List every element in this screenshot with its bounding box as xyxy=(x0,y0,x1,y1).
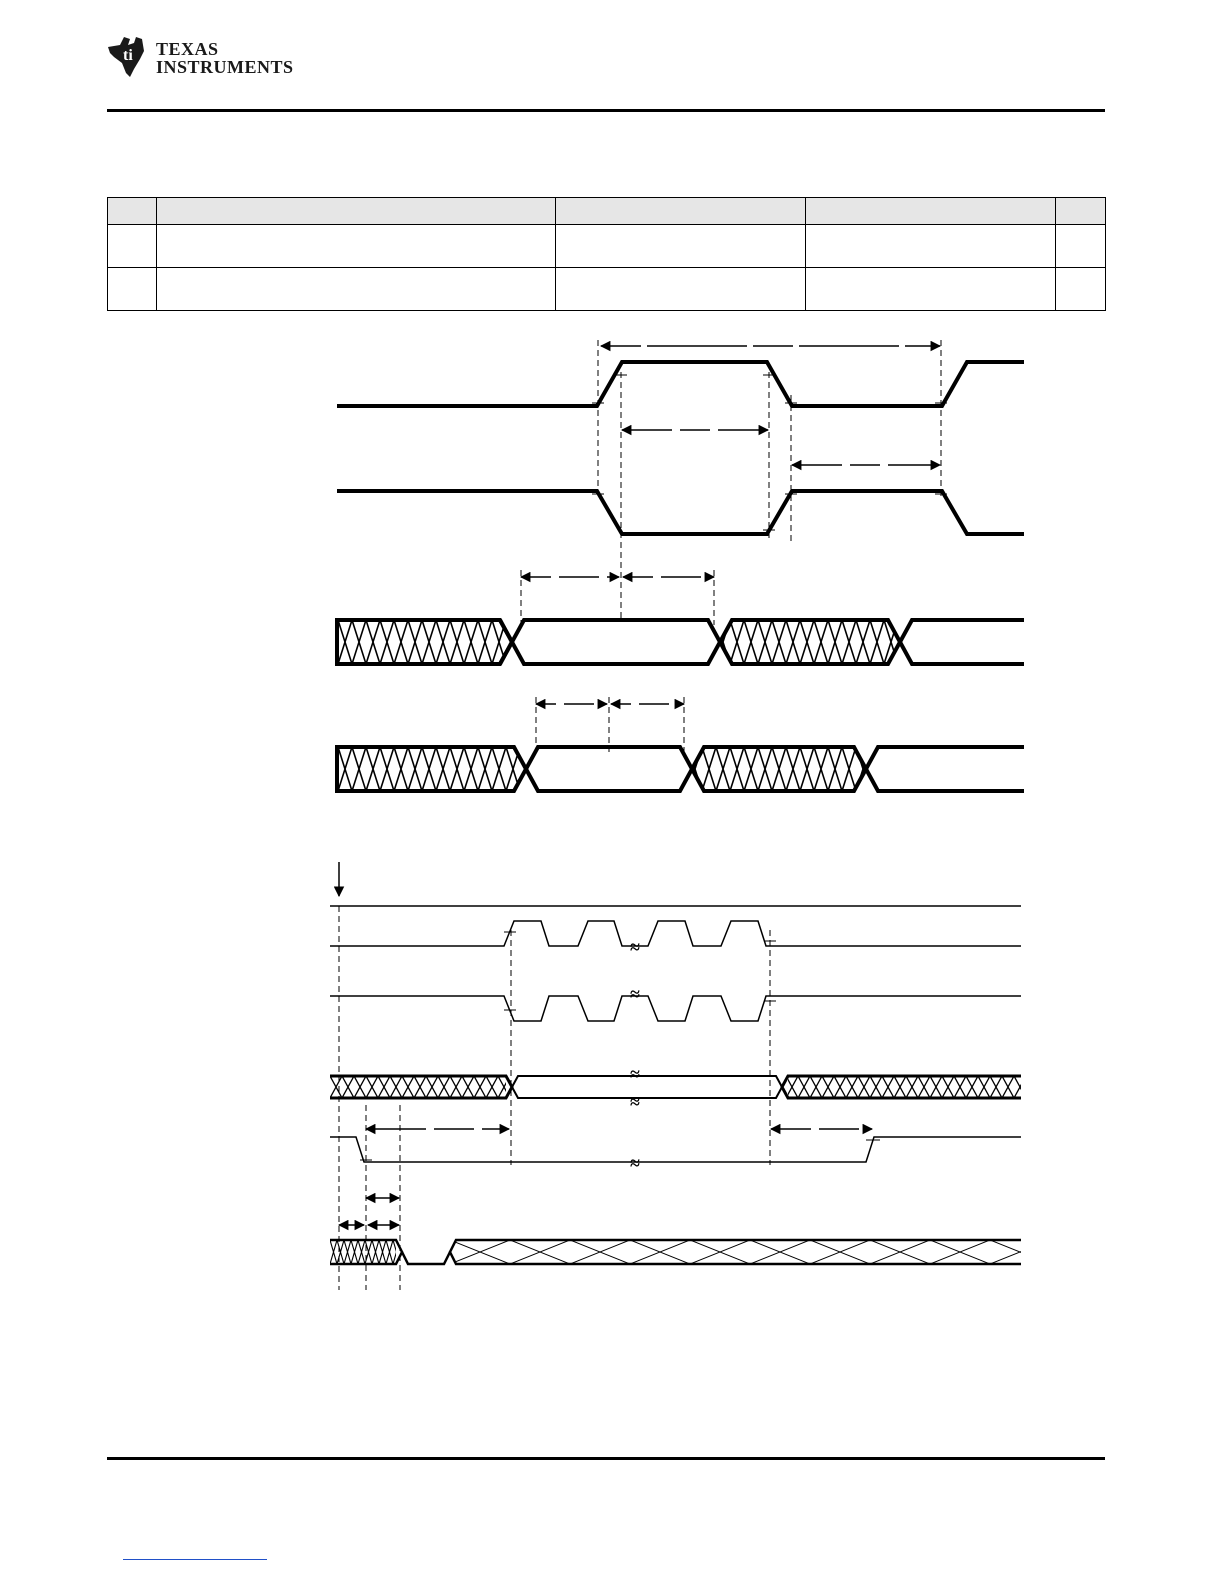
clock-burst-inverted xyxy=(330,996,1021,1021)
clock-inverted-waveform xyxy=(337,491,1024,534)
logo-text-line2: INSTRUMENTS xyxy=(156,57,294,77)
clock-burst xyxy=(330,921,1021,946)
data-window xyxy=(330,1064,1021,1112)
footer-link[interactable] xyxy=(123,1559,267,1560)
svg-text:≈: ≈ xyxy=(630,1064,640,1084)
footer-rule xyxy=(107,1457,1105,1460)
clock-waveform xyxy=(337,362,1024,406)
break-mark: ≈ xyxy=(630,937,640,957)
svg-text:≈: ≈ xyxy=(630,1092,640,1112)
break-mark: ≈ xyxy=(630,1153,640,1173)
enable-waveform xyxy=(330,1137,1021,1162)
break-mark: ≈ xyxy=(630,984,640,1004)
lower-timing-diagram xyxy=(330,862,1021,1290)
logo-text-line1: TEXAS xyxy=(156,39,219,59)
data-bus-1 xyxy=(337,620,1024,664)
reference-dashes xyxy=(521,340,941,752)
output-data xyxy=(330,1240,1021,1264)
upper-timing-diagram xyxy=(337,340,1024,791)
data-bus-2 xyxy=(337,747,1024,791)
svg-text:ti: ti xyxy=(123,47,133,64)
